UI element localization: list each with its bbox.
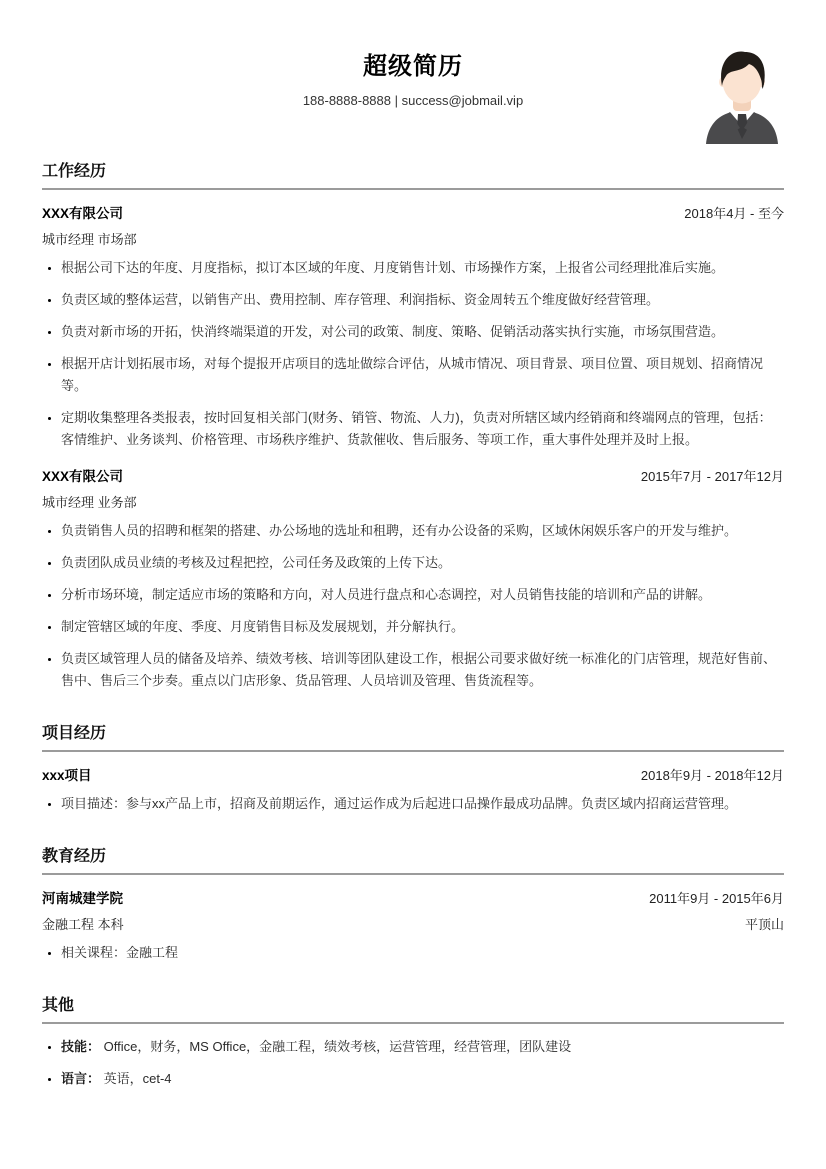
entry-sub-row (42, 229, 784, 248)
bullet-item (61, 616, 784, 638)
entry-date: 2011年9月 - 2015年6月 (649, 891, 784, 906)
bullet-text: Office，财务，MS Office，金融工程，绩效考核，运营管理，经营管理，团队建设 (100, 1039, 572, 1054)
bullet-item (61, 353, 784, 397)
section-title-other: 其他 (42, 992, 784, 1024)
bullet-text: 根据公司下达的年度、月度指标，拟订本区域的年度、月度销售计划、市场操作方案，上报省公司经理批准后实施。 (61, 260, 725, 275)
entry-heading-row (42, 465, 784, 485)
bullet-label: 技能： (61, 1039, 101, 1054)
bullet-text: 英语，cet-4 (100, 1071, 172, 1086)
entry-location: 平顶山 (744, 917, 784, 932)
bullet-item (61, 407, 784, 451)
bullet-text: 负责区域的整体运营，以销售产出、费用控制、库存管理、利润指标、资金周转五个维度做好经营管理。 (61, 292, 660, 307)
bullet-item (61, 257, 784, 279)
bullet-text: 负责销售人员的招聘和框架的搭建、办公场地的选址和租聘，还有办公设备的采购，区域休闲娱乐客户的开发与维护。 (61, 523, 738, 538)
avatar (700, 48, 784, 144)
entry-heading: XXX有限公司 (42, 469, 124, 484)
bullet-text: 负责团队成员业绩的考核及过程把控，公司任务及政策的上传下达。 (61, 555, 452, 570)
entry-heading: 河南城建学院 (42, 891, 123, 906)
entry-sub-row (42, 914, 784, 933)
person-avatar-icon (700, 48, 784, 144)
bullet-item (61, 1068, 784, 1090)
bullet-text: 项目描述：参与xx产品上市，招商及前期运作，通过运作成为后起进口品操作最成功品牌。负责区域内招商运营管理。 (61, 796, 738, 811)
bullet-item (61, 289, 784, 311)
bullet-text: 负责区域管理人员的储备及培养、绩效考核、培训等团队建设工作，根据公司要求做好统一标准化的门店管理，规范好售前、售中、售后三个步奏。重点以门店形象、货品管理、人员培训及管理、售货流程等。 (61, 651, 777, 688)
bullet-text: 制定管辖区域的年度、季度、月度销售目标及发展规划，并分解执行。 (61, 619, 465, 634)
entry-sub-row (42, 492, 784, 511)
bullet-item (61, 793, 784, 815)
entry-heading-row (42, 764, 784, 784)
section-entries (42, 764, 784, 815)
entry-date: 2018年4月 - 至今 (684, 206, 784, 221)
section-title-education: 教育经历 (42, 843, 784, 875)
page-title: 超级简历 (363, 53, 463, 80)
resume-section (42, 843, 784, 964)
bullet-text: 根据开店计划拓展市场，对每个提报开店项目的选址做综合评估，从城市情况、项目背景、项目位置、项目规划、招商情况等。 (61, 356, 764, 393)
section-entries (42, 202, 784, 692)
bullet-list (42, 942, 784, 964)
resume-header (42, 46, 784, 108)
bullet-item (61, 648, 784, 692)
resume-body (42, 158, 784, 1090)
section-title-project: 项目经历 (42, 720, 784, 752)
entry-date: 2018年9月 - 2018年12月 (640, 768, 784, 783)
entry-subheading: 城市经理 业务部 (42, 495, 137, 510)
bullet-text: 定期收集整理各类报表，按时回复相关部门(财务、销管、物流、人力)，负责对所辖区域内经销商和终端网点的管理，包括：客情维护、业务谈判、价格管理、市场秩序维护、货款催收、售后服务、等项工作，重大事件处理并及时上报。 (61, 410, 772, 447)
entry (42, 887, 784, 964)
bullet-item (61, 552, 784, 574)
bullet-item (61, 520, 784, 542)
entry-heading-row (42, 202, 784, 222)
bullet-text: 相关课程：金融工程 (61, 945, 179, 960)
entry-heading: XXX有限公司 (42, 206, 124, 221)
bullet-item (61, 321, 784, 343)
bullet-list (42, 520, 784, 692)
bullet-item (61, 584, 784, 606)
bullet-item (61, 942, 784, 964)
entry-subheading: 金融工程 本科 (42, 917, 124, 932)
bullet-text: 负责对新市场的开拓，快消终端渠道的开发，对公司的政策、制度、策略、促销活动落实执行实施，市场氛围营造。 (61, 324, 725, 339)
resume-section (42, 720, 784, 815)
entry (42, 764, 784, 815)
bullet-list (42, 793, 784, 815)
entry (42, 202, 784, 451)
entry-subheading: 城市经理 市场部 (42, 232, 137, 247)
entry (42, 1036, 784, 1090)
resume-section (42, 158, 784, 692)
resume-section (42, 992, 784, 1090)
bullet-label: 语言： (61, 1071, 101, 1086)
section-title-work: 工作经历 (42, 158, 784, 190)
entry (42, 465, 784, 692)
bullet-list (42, 257, 784, 451)
entry-heading: xxx项目 (42, 768, 92, 783)
entry-heading-row (42, 887, 784, 907)
entry-date: 2015年7月 - 2017年12月 (640, 469, 784, 484)
section-entries (42, 887, 784, 964)
bullet-item (61, 1036, 784, 1058)
section-entries (42, 1036, 784, 1090)
bullet-list (42, 1036, 784, 1090)
bullet-text: 分析市场环境，制定适应市场的策略和方向，对人员进行盘点和心态调控，对人员销售技能的培训和产品的讲解。 (61, 587, 712, 602)
contact-info: 188-8888-8888 | success@jobmail.vip (302, 93, 524, 108)
